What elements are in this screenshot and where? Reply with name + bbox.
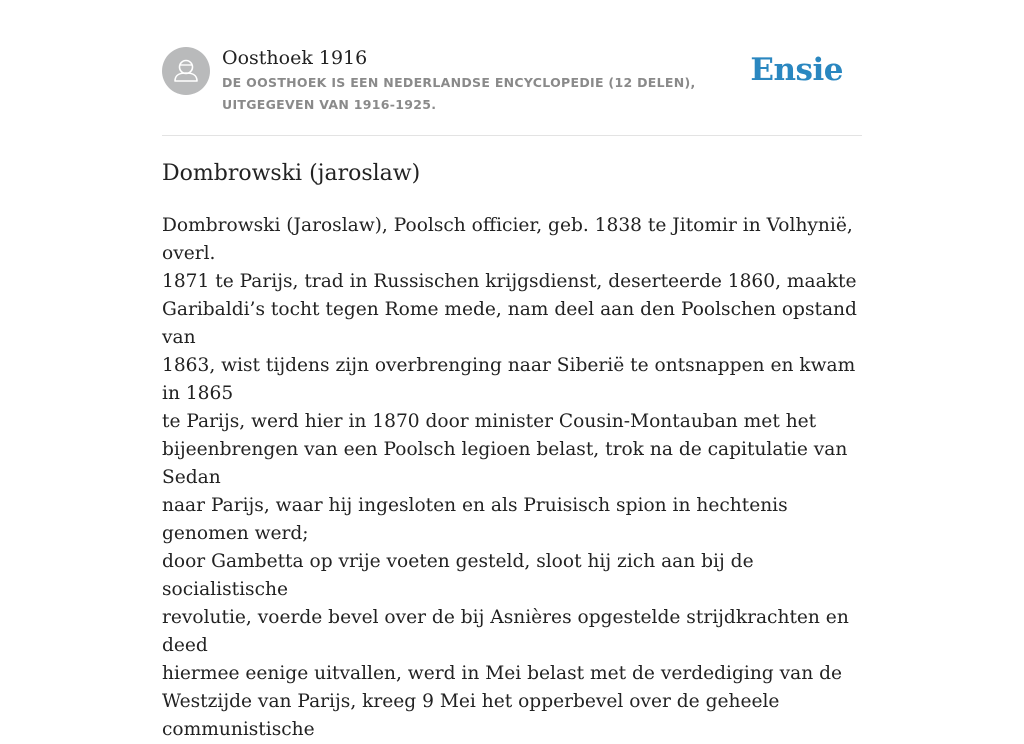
source-header xyxy=(162,44,862,124)
body-line: revolutie, voerde bevel over de bij Asnières opgestelde strijdkrachten en deed xyxy=(162,607,849,656)
body-line: naar Parijs, waar hij ingesloten en als Pruisisch spion in hechtenis genomen werd; xyxy=(162,495,788,544)
brand-logo[interactable]: Ensie xyxy=(750,52,843,88)
body-line: te Parijs, werd hier in 1870 door minister Cousin-Montauban met het xyxy=(162,411,817,432)
entry-title: Dombrowski (jaroslaw) xyxy=(162,161,421,186)
avatar[interactable] xyxy=(162,47,210,95)
body-line: bijeenbrengen van een Poolsch legioen belast, trok na de capitulatie van Sedan xyxy=(162,439,848,488)
body-line: Westzijde van Parijs, kreeg 9 Mei het opperbevel over de geheele communistische xyxy=(162,691,780,740)
body-line: door Gambetta op vrije voeten gesteld, sloot hij zich aan bij de socialistische xyxy=(162,551,754,600)
user-icon xyxy=(162,47,210,95)
body-line: hiermee eenige uitvallen, werd in Mei belast met de verdediging van de xyxy=(162,663,843,684)
body-line: 1871 te Parijs, trad in Russischen krijgsdienst, deserteerde 1860, maakte xyxy=(162,271,857,292)
source-title[interactable]: Oosthoek 1916 xyxy=(222,47,368,69)
entry-body xyxy=(162,212,870,744)
body-line: Garibaldi’s tocht tegen Rome mede, nam deel aan den Poolschen opstand van xyxy=(162,299,857,348)
body-line: Dombrowski (Jaroslaw), Poolsch officier, geb. 1838 te Jitomir in Volhynië, overl. xyxy=(162,215,853,264)
header-divider xyxy=(162,135,862,136)
source-description: DE OOSTHOEK IS EEN NEDERLANDSE ENCYCLOPEDIE (12 DELEN), UITGEGEVEN VAN 1916-1925. xyxy=(222,75,696,112)
body-line: 1863, wist tijdens zijn overbrenging naar Siberië te ontsnappen en kwam in 1865 xyxy=(162,355,856,404)
